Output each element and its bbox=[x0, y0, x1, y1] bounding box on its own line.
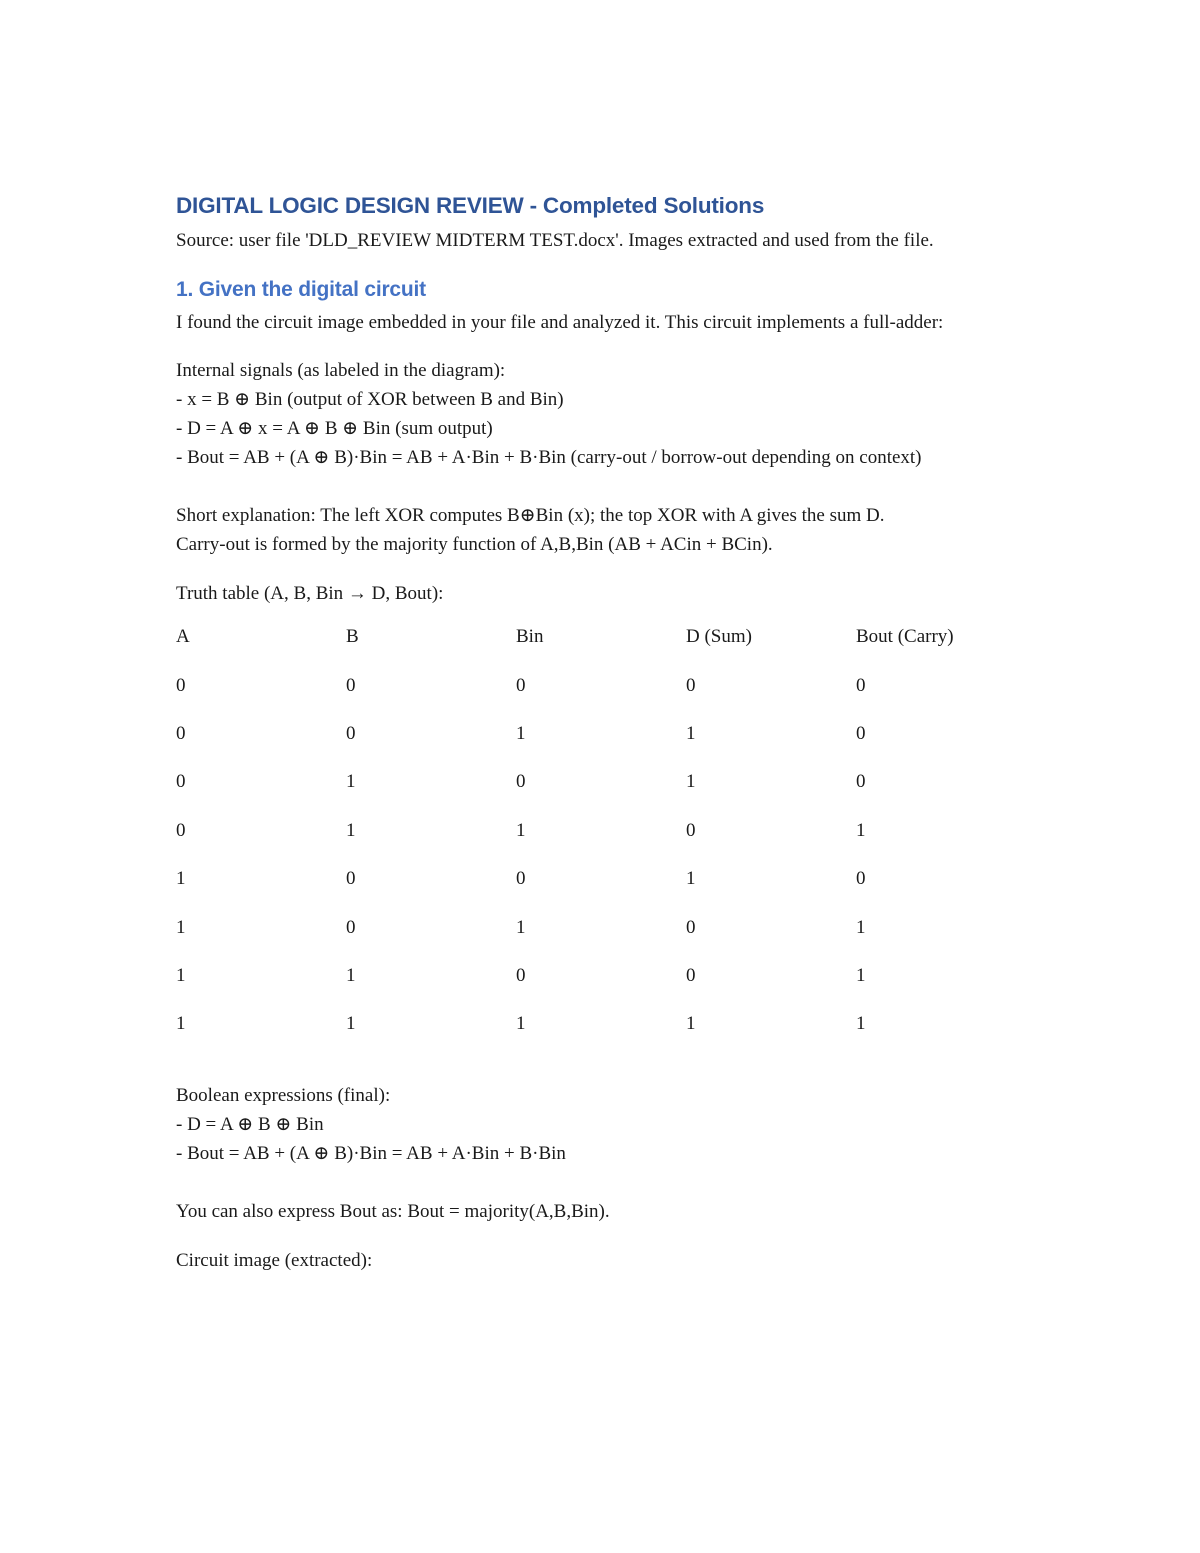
cell-bout: 0 bbox=[856, 674, 866, 696]
cell-bout: 0 bbox=[856, 771, 866, 793]
cell-bin: 0 bbox=[516, 674, 526, 696]
source-note: Source: user file 'DLD_REVIEW MIDTERM TEST.docx'. Images extracted and used from the file. bbox=[176, 230, 934, 251]
header-d-sum: D (Sum) bbox=[686, 626, 752, 648]
cell-bout: 1 bbox=[856, 1013, 866, 1035]
cell-a: 0 bbox=[176, 819, 186, 841]
majority-note: You can also express Bout as: Bout = majority(A,B,Bin). bbox=[176, 1200, 610, 1222]
truth-table bbox=[176, 613, 1026, 1049]
cell-bin: 0 bbox=[516, 868, 526, 890]
cell-bin: 1 bbox=[516, 1013, 526, 1035]
cell-d: 1 bbox=[686, 722, 696, 744]
table-row bbox=[176, 952, 1026, 1000]
signal-bout: - Bout = AB + (A ⊕ B)·Bin = AB + A·Bin + B·Bin (carry-out / borrow-out depending on context) bbox=[176, 447, 922, 468]
cell-d: 1 bbox=[686, 771, 696, 793]
header-a: A bbox=[176, 626, 190, 648]
cell-d: 1 bbox=[686, 868, 696, 890]
cell-b: 1 bbox=[346, 1013, 356, 1035]
cell-a: 1 bbox=[176, 964, 186, 986]
document-page bbox=[176, 188, 1026, 1275]
internal-signals-block bbox=[176, 356, 1026, 472]
cell-a: 0 bbox=[176, 722, 186, 744]
cell-d: 0 bbox=[686, 819, 696, 841]
explanation-line-1: Short explanation: The left XOR computes B⊕Bin (x); the top XOR with A gives the sum D. bbox=[176, 505, 885, 526]
cell-bin: 1 bbox=[516, 722, 526, 744]
cell-d: 1 bbox=[686, 1013, 696, 1035]
cell-bout: 0 bbox=[856, 722, 866, 744]
cell-d: 0 bbox=[686, 916, 696, 938]
cell-bout: 1 bbox=[856, 819, 866, 841]
table-row bbox=[176, 661, 1026, 709]
cell-bin: 0 bbox=[516, 771, 526, 793]
cell-a: 1 bbox=[176, 916, 186, 938]
boolean-bout: - Bout = AB + (A ⊕ B)·Bin = AB + A·Bin + B·Bin bbox=[176, 1142, 566, 1164]
short-explanation bbox=[176, 501, 1026, 559]
cell-a: 0 bbox=[176, 771, 186, 793]
table-row bbox=[176, 855, 1026, 903]
cell-bout: 0 bbox=[856, 868, 866, 890]
cell-b: 1 bbox=[346, 771, 356, 793]
boolean-d: - D = A ⊕ B ⊕ Bin bbox=[176, 1113, 324, 1135]
internal-signals-label: Internal signals (as labeled in the diagram): bbox=[176, 360, 506, 381]
boolean-label: Boolean expressions (final): bbox=[176, 1084, 391, 1106]
cell-b: 0 bbox=[346, 868, 356, 890]
header-bout-carry: Bout (Carry) bbox=[856, 626, 954, 648]
circuit-image-label: Circuit image (extracted): bbox=[176, 1249, 373, 1271]
cell-b: 0 bbox=[346, 674, 356, 696]
cell-bout: 1 bbox=[856, 964, 866, 986]
cell-bin: 1 bbox=[516, 916, 526, 938]
cell-a: 1 bbox=[176, 1013, 186, 1035]
header-b: B bbox=[346, 626, 359, 648]
cell-b: 0 bbox=[346, 916, 356, 938]
cell-d: 0 bbox=[686, 674, 696, 696]
boolean-expressions bbox=[176, 1081, 1026, 1168]
explanation-line-2: Carry-out is formed by the majority function of A,B,Bin (AB + ACin + BCin). bbox=[176, 534, 773, 555]
truth-table-header-row bbox=[176, 613, 1026, 661]
table-row bbox=[176, 758, 1026, 806]
cell-bin: 0 bbox=[516, 964, 526, 986]
section-1-heading: 1. Given the digital circuit bbox=[176, 278, 426, 301]
cell-b: 1 bbox=[346, 819, 356, 841]
truth-table-label: Truth table (A, B, Bin → D, Bout): bbox=[176, 583, 444, 604]
cell-bout: 1 bbox=[856, 916, 866, 938]
section-1-intro: I found the circuit image embedded in your file and analyzed it. This circuit implements a full-adder: bbox=[176, 312, 944, 333]
cell-a: 0 bbox=[176, 674, 186, 696]
cell-b: 1 bbox=[346, 964, 356, 986]
table-row bbox=[176, 710, 1026, 758]
table-row bbox=[176, 807, 1026, 855]
header-bin: Bin bbox=[516, 626, 544, 648]
document-title: DIGITAL LOGIC DESIGN REVIEW - Completed Solutions bbox=[176, 193, 765, 218]
signal-x: - x = B ⊕ Bin (output of XOR between B and Bin) bbox=[176, 389, 564, 410]
table-row bbox=[176, 1000, 1026, 1048]
cell-d: 0 bbox=[686, 964, 696, 986]
cell-a: 1 bbox=[176, 868, 186, 890]
cell-b: 0 bbox=[346, 722, 356, 744]
cell-bin: 1 bbox=[516, 819, 526, 841]
signal-d: - D = A ⊕ x = A ⊕ B ⊕ Bin (sum output) bbox=[176, 418, 493, 439]
table-row bbox=[176, 903, 1026, 951]
